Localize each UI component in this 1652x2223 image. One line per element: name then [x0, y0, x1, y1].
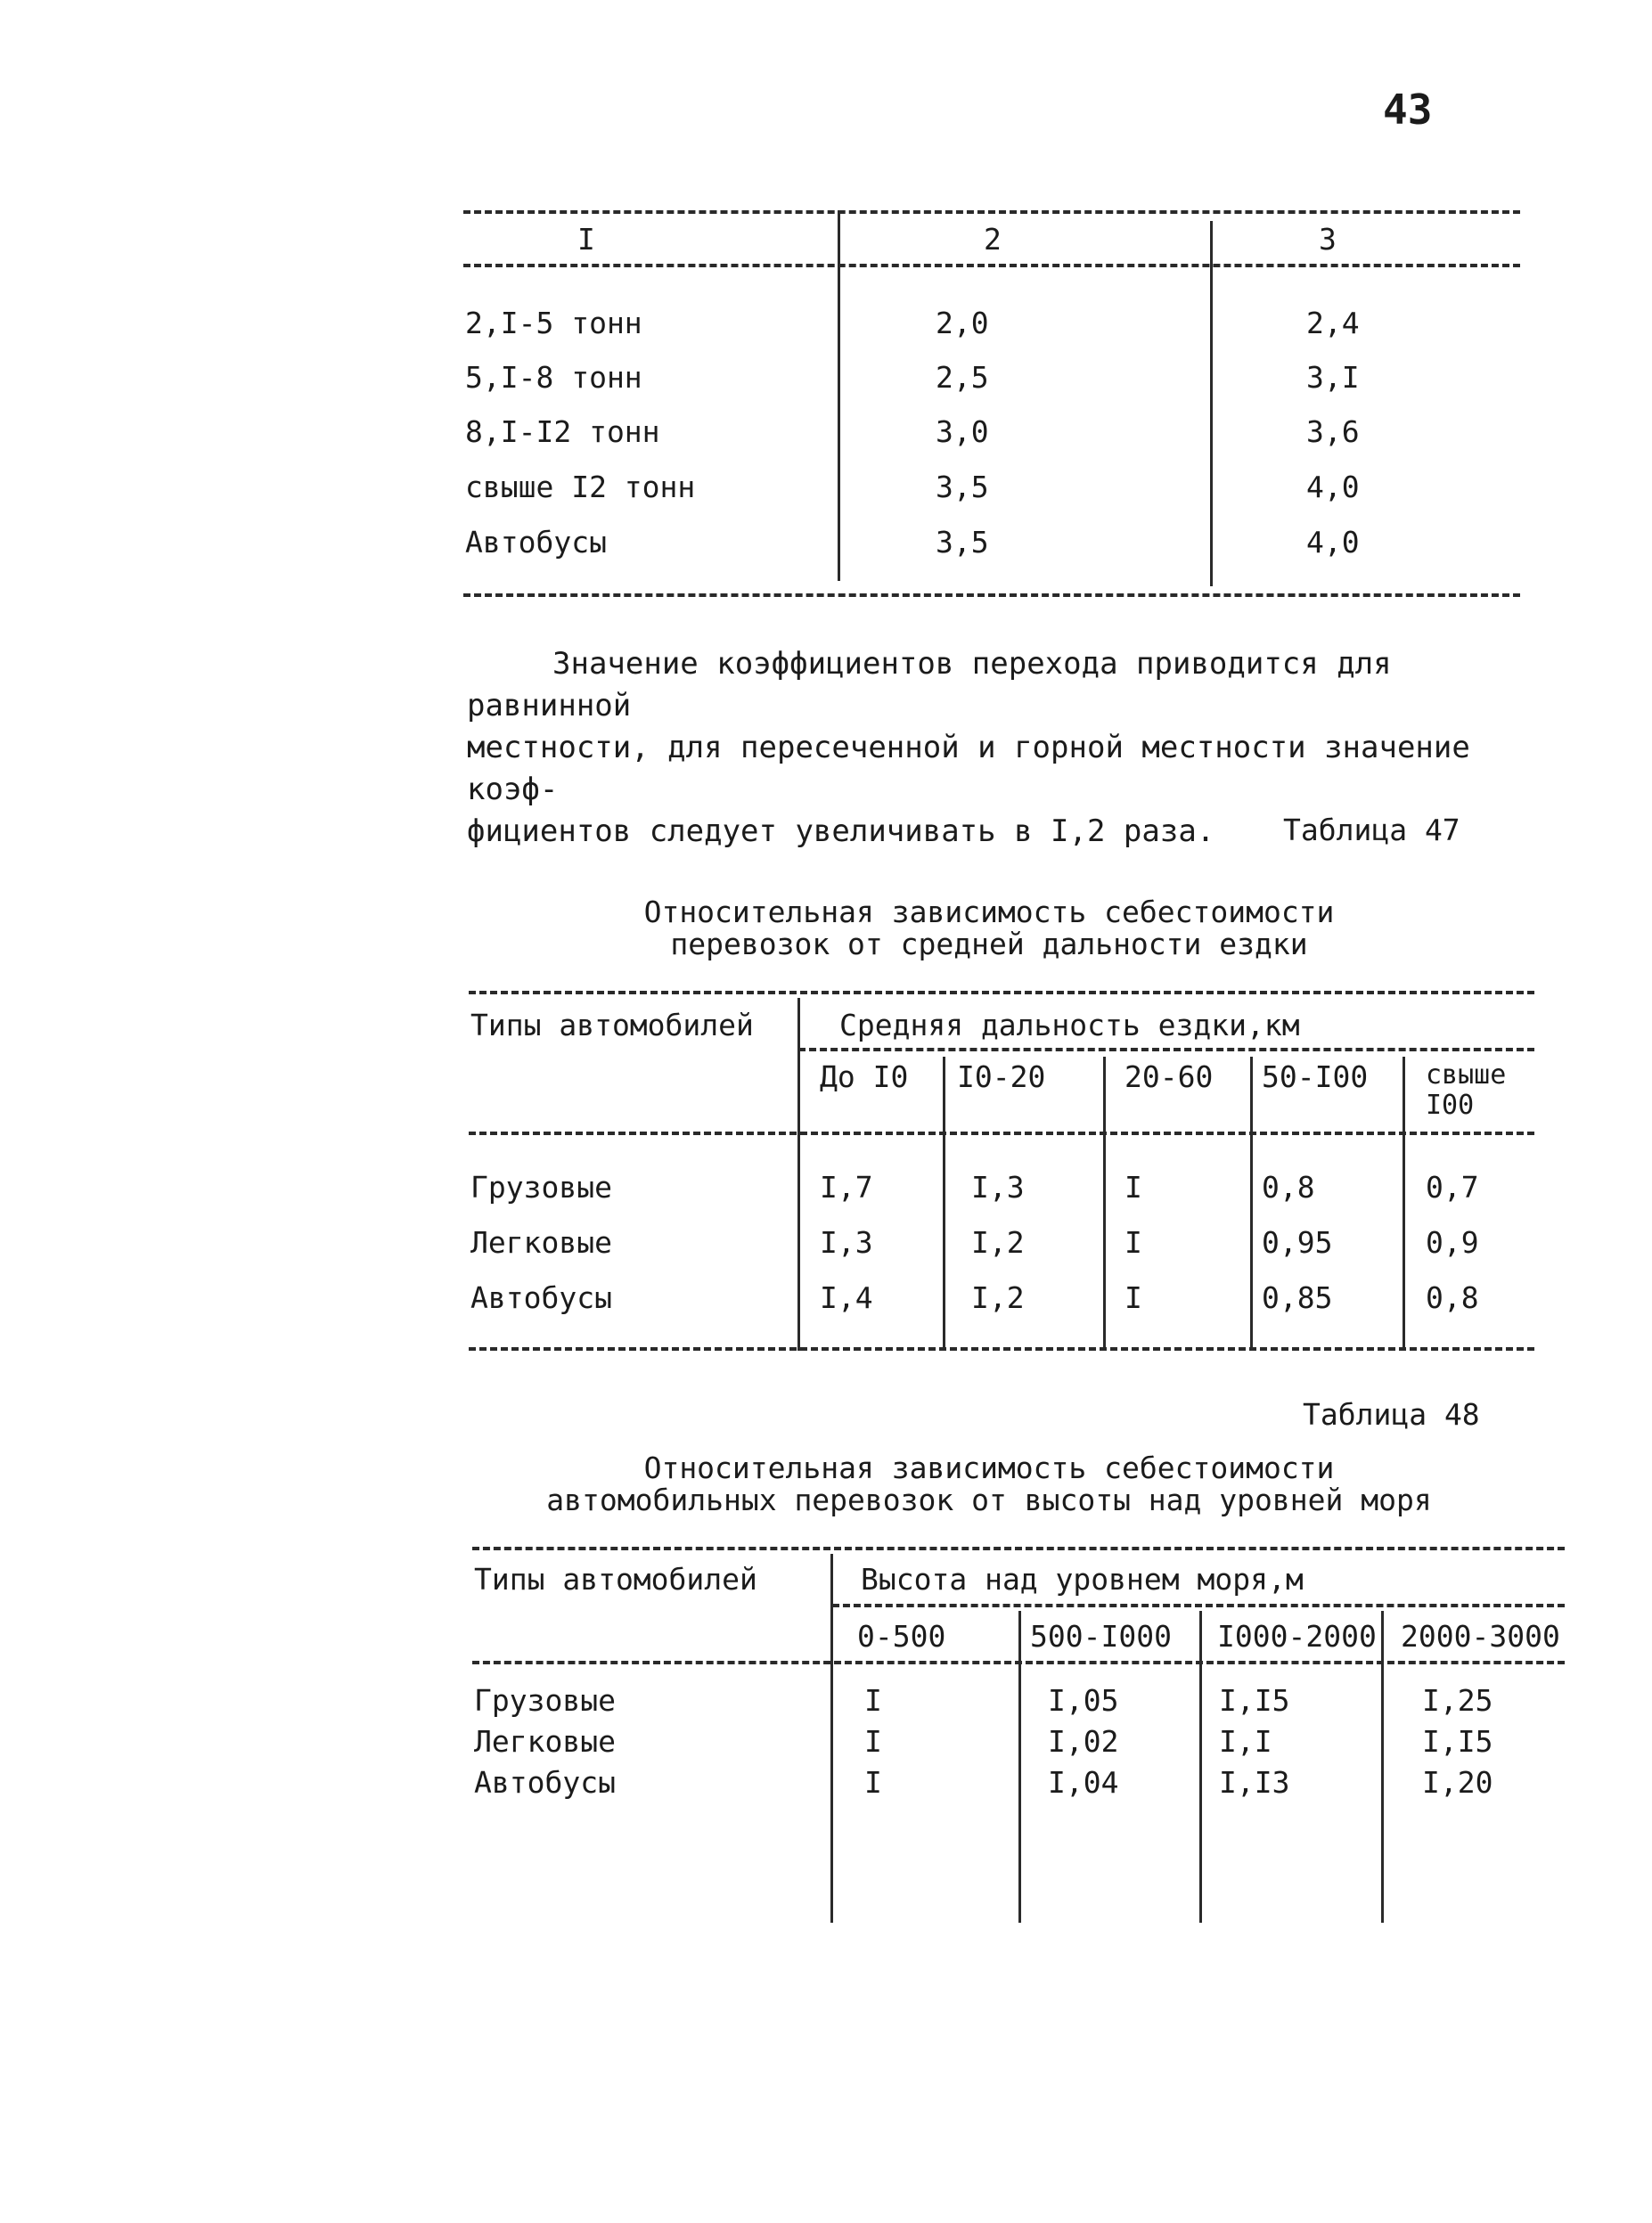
table48-divider-1: [1018, 1611, 1021, 1923]
table47-cell: Легковые: [470, 1225, 612, 1260]
table48-divider-2: [1199, 1611, 1202, 1923]
table47-caption: Таблица 47: [1283, 813, 1460, 847]
table48-cell: I,I: [1219, 1724, 1272, 1759]
table47-cell: I: [1125, 1280, 1142, 1315]
table-top-rule-top: [463, 210, 1520, 214]
table48-cell: I,04: [1048, 1765, 1119, 1800]
table-top-cell: 3,I: [1306, 360, 1360, 395]
table47-divider-0: [797, 998, 800, 1351]
table47-divider-4: [1403, 1057, 1405, 1351]
table47-title-line: Относительная зависимость себестоимости: [643, 895, 1335, 929]
table48-caption: Таблица 48: [1303, 1397, 1480, 1432]
table47-cell: 0,7: [1426, 1170, 1479, 1205]
paragraph-line: Значение коэффициентов перехода приводится для равнинной: [467, 646, 1392, 723]
table47-group-header: Средняя дальность ездки,км: [839, 1008, 1300, 1042]
table47-cell: I: [1125, 1225, 1142, 1260]
paragraph-line: фициентов следует увеличивать в I,2 раза.: [467, 813, 1215, 849]
table-top-cell: 2,I-5 тонн: [465, 306, 642, 340]
table48-cell: I,I3: [1219, 1765, 1290, 1800]
table47-cell: 0,8: [1426, 1280, 1479, 1315]
table47-subheader: I00: [1426, 1090, 1475, 1121]
table48-title-line: автомобильных перевозок от высоты над уровней моря: [546, 1483, 1432, 1517]
table48-cell: I,20: [1422, 1765, 1493, 1800]
table47-col0-header: Типы автомобилей: [470, 1008, 754, 1042]
table-top-cell: свыше I2 тонн: [465, 470, 696, 504]
table-top-cell: 8,I-I2 тонн: [465, 414, 660, 449]
table47-cell: I,3: [971, 1170, 1025, 1205]
table-top-cell: 5,I-8 тонн: [465, 360, 642, 395]
table48-group-header: Высота над уровнем моря,м: [861, 1562, 1304, 1597]
table48-cell: Легковые: [474, 1724, 616, 1759]
table-top-cell: Автобусы: [465, 525, 607, 560]
table47-cell: Грузовые: [470, 1170, 612, 1205]
table47-title: [499, 896, 1479, 960]
table-top-cell: 2,4: [1306, 306, 1360, 340]
table-top-cell: 3,5: [936, 525, 989, 560]
table48-title: [499, 1452, 1479, 1516]
table48-subheader: 2000-3000: [1401, 1619, 1560, 1654]
table47-rule-top: [469, 991, 1534, 994]
table48-rule-group: [832, 1604, 1565, 1607]
table47-subheader: I0-20: [957, 1059, 1046, 1094]
table47-cell: I,3: [820, 1225, 873, 1260]
table48-divider-3: [1381, 1611, 1384, 1923]
table-top-cell: 3,5: [936, 470, 989, 504]
table-top-cell: 2,5: [936, 360, 989, 395]
table47-cell: 0,85: [1262, 1280, 1333, 1315]
table48-cell: I,05: [1048, 1683, 1119, 1718]
table47-rule-group: [798, 1048, 1534, 1051]
table47-cell: I: [1125, 1170, 1142, 1205]
table48-title-line: Относительная зависимость себестоимости: [643, 1451, 1335, 1485]
page-number: 43: [1383, 86, 1433, 134]
table47-subheader: 50-I00: [1262, 1059, 1369, 1094]
table48-cell: I,25: [1422, 1683, 1493, 1718]
table48-cell: I,02: [1048, 1724, 1119, 1759]
table47-cell: Автобусы: [470, 1280, 612, 1315]
table-top-cell: 3,0: [936, 414, 989, 449]
table47-rule-bottom: [469, 1347, 1534, 1351]
table47-subheader: До I0: [820, 1059, 909, 1094]
table48-subheader: 500-I000: [1030, 1619, 1172, 1654]
table-top-cell: 4,0: [1306, 470, 1360, 504]
table-top-divider-1: [838, 210, 840, 581]
table47-subheader: свыше: [1426, 1059, 1507, 1091]
table-top-divider-2: [1210, 221, 1213, 586]
table48-cell: I: [864, 1765, 882, 1800]
table48-subheader: I000-2000: [1217, 1619, 1377, 1654]
table-top-header-col1: I: [577, 222, 595, 257]
table48-cell: I: [864, 1724, 882, 1759]
table-top-header-col3: 3: [1319, 222, 1337, 257]
table48-divider-0: [830, 1554, 833, 1923]
table47-cell: I,7: [820, 1170, 873, 1205]
table48-cell: Грузовые: [474, 1683, 616, 1718]
table47-subheader: 20-60: [1125, 1059, 1214, 1094]
table47-divider-1: [943, 1057, 945, 1351]
table-top-cell: 3,6: [1306, 414, 1360, 449]
table-top-cell: 4,0: [1306, 525, 1360, 560]
table47-cell: I,2: [971, 1225, 1025, 1260]
table48-cell: I,I5: [1422, 1724, 1493, 1759]
table48-col0-header: Типы автомобилей: [474, 1562, 757, 1597]
table47-cell: 0,95: [1262, 1225, 1333, 1260]
table47-cell: 0,8: [1262, 1170, 1315, 1205]
table47-rule-header: [469, 1132, 1534, 1135]
table48-subheader: 0-500: [857, 1619, 946, 1654]
table-top-cell: 2,0: [936, 306, 989, 340]
table47-divider-3: [1250, 1057, 1253, 1351]
table47-cell: I,4: [820, 1280, 873, 1315]
table47-title-line: перевозок от средней дальности ездки: [670, 927, 1308, 961]
table48-rule-top: [472, 1547, 1565, 1550]
table48-cell: Автобусы: [474, 1765, 616, 1800]
table47-divider-2: [1103, 1057, 1106, 1351]
table48-cell: I: [864, 1683, 882, 1718]
table47-cell: 0,9: [1426, 1225, 1479, 1260]
table48-cell: I,I5: [1219, 1683, 1290, 1718]
table-top-rule-header: [463, 264, 1520, 267]
table-top-header-col2: 2: [984, 222, 1002, 257]
paragraph-line: местности, для пересеченной и горной местности значение коэф-: [467, 730, 1470, 807]
table47-cell: I,2: [971, 1280, 1025, 1315]
table-top-rule-bottom: [463, 593, 1520, 597]
